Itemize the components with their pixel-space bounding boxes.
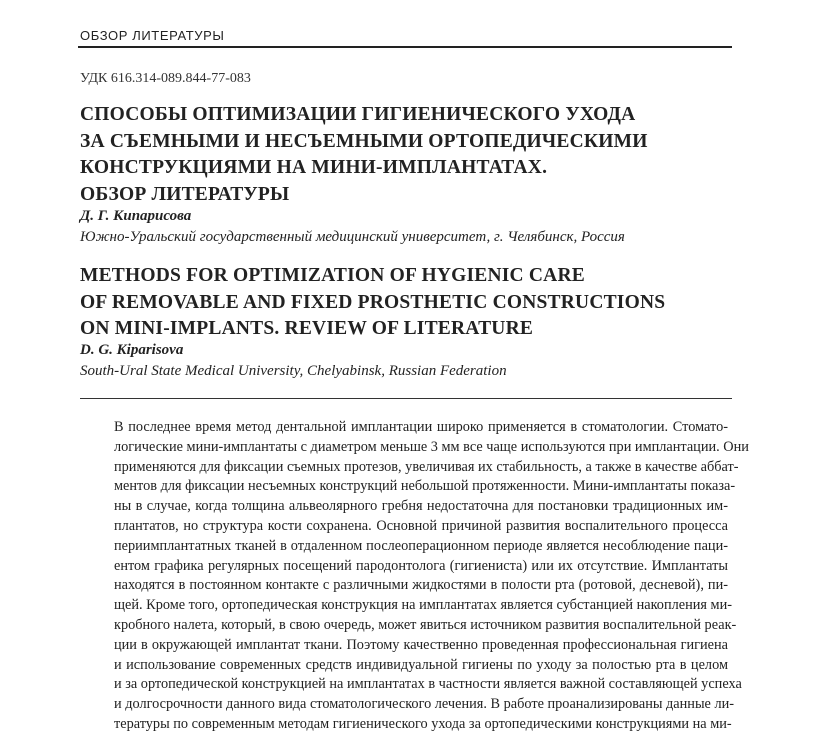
abstract-line: плантатов, но структура кости сохранена. Основной причиной развития воспалительного процесса bbox=[114, 517, 728, 534]
title-line: ОБЗОР ЛИТЕРАТУРЫ bbox=[80, 183, 290, 205]
title-line: СПОСОБЫ ОПТИМИЗАЦИИ ГИГИЕНИЧЕСКОГО УХОДА bbox=[80, 104, 636, 125]
title-line: ЗА СЪЕМНЫМИ И НЕСЪЕМНЫМИ ОРТОПЕДИЧЕСКИМИ bbox=[80, 130, 648, 152]
title-line: OF REMOVABLE AND FIXED PROSTHETIC CONSTRUCTIONS bbox=[80, 291, 666, 313]
header-divider bbox=[78, 46, 732, 48]
title-russian bbox=[80, 102, 648, 208]
abstract-line: ции в окружающей имплантат ткани. Поэтому качественно проведенная профессиональная гигиена bbox=[114, 636, 728, 653]
abstract-line: и за ортопедической конструкцией на имплантатах в частности является важной составляющей успеха bbox=[114, 676, 742, 693]
author-russian: Д. Г. Кипарисова bbox=[80, 208, 192, 224]
title-line: METHODS FOR OPTIMIZATION OF HYGIENIC CARE bbox=[80, 265, 585, 286]
abstract-line: тературы по современным методам гигиенического ухода за ортопедическими конструкциями на ми- bbox=[114, 715, 732, 732]
abstract-line: периимплантатных тканей в отдаленном послеоперационном периоде является несоблюдение паци- bbox=[114, 537, 728, 554]
title-line: ON MINI-IMPLANTS. REVIEW OF LITERATURE bbox=[80, 318, 534, 339]
abstract-line: щей. Кроме того, ортопедическая конструкция на имплантатах является субстанцией накопления ми- bbox=[114, 597, 732, 614]
abstract-line: ны в случае, когда толщина альвеолярного гребня недостаточна для постановки традиционных им- bbox=[114, 498, 728, 515]
affiliation-english: South-Ural State Medical University, Chelyabinsk, Russian Federation bbox=[80, 363, 507, 379]
abstract-line: и долгосрочности данного вида стоматологического лечения. В работе проанализированы данные ли- bbox=[114, 696, 735, 713]
abstract-line: находятся в постоянном контакте с различными жидкостями в полости рта (ротовой, десневой), пи- bbox=[114, 577, 728, 594]
abstract-line: В последнее время метод дентальной имплантации широко применяется в стоматологии. Стомато- bbox=[114, 419, 728, 435]
abstract bbox=[114, 418, 749, 735]
section-header: ОБЗОР ЛИТЕРАТУРЫ bbox=[80, 28, 225, 43]
udc-code: УДК 616.314-089.844-77-083 bbox=[80, 71, 251, 86]
abstract-line: логические мини-имплантаты с диаметром меньше 3 мм все чаще используются при имплантации. Они bbox=[114, 438, 749, 455]
abstract-line: ентом графика регулярных посещений пародонтолога (гигиениста) или их отсутствие. Имплантаты bbox=[114, 557, 728, 574]
title-english bbox=[80, 263, 665, 343]
abstract-line: применяются для фиксации съемных протезов, увеличивая их стабильность, а также в качестве аббат- bbox=[114, 458, 739, 475]
title-line: КОНСТРУКЦИЯМИ НА МИНИ-ИМПЛАНТАТАХ. bbox=[80, 157, 548, 178]
abstract-divider bbox=[80, 398, 732, 399]
abstract-line: и использование современных средств индивидуальной гигиены по уходу за полостью рта в целом bbox=[114, 656, 728, 673]
abstract-line: ментов для фиксации несъемных конструкций небольшой протяженности. Мини-имплантаты показа- bbox=[114, 478, 736, 495]
author-english: D. G. Kiparisova bbox=[80, 342, 184, 358]
affiliation-russian: Южно-Уральский государственный медицинский университет, г. Челябинск, Россия bbox=[80, 229, 625, 245]
abstract-line: кробного налета, который, в свою очередь, может явиться источником развития воспалительной реак- bbox=[114, 616, 737, 633]
